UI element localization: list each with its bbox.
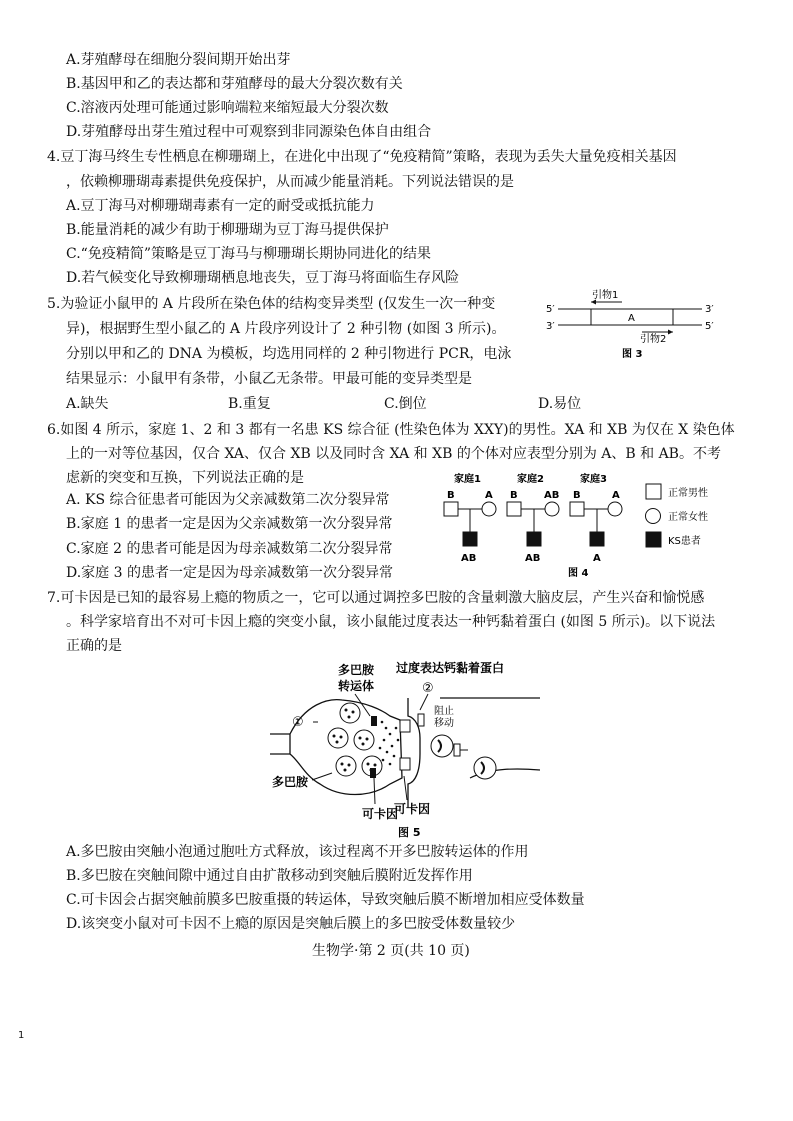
q5-stem-line-4: 结果显示：小鼠甲有条带，小鼠乙无条带。甲最可能的变异类型是 bbox=[66, 371, 472, 387]
q6-stem-line-3: 虑新的突变和互换，下列说法正确的是 bbox=[66, 470, 304, 486]
fig5-transporter-label-2: 转运体 bbox=[338, 679, 375, 693]
fig3-segment-label: A bbox=[628, 313, 635, 324]
fig4-family1-child: AB bbox=[461, 553, 477, 564]
q6-option-b: B.家庭 1 的患者一定是因为父亲减数第一次分裂异常 bbox=[66, 516, 393, 532]
fig5-protein-label: 过度表达钙黏着蛋白 bbox=[396, 661, 505, 675]
q7-stem-line-2: 。科学家培育出不对可卡因上瘾的突变小鼠，该小鼠能过度表达一种钙黏着蛋白 (如图 5 所示)。以下说法 bbox=[66, 614, 716, 630]
q4-option-d: D.若气候变化导致柳珊瑚栖息地丧失，豆丁海马将面临生存风险 bbox=[66, 270, 460, 286]
q5-option-c: C.倒位 bbox=[384, 396, 427, 412]
q7-option-c: C.可卡因会占据突触前膜多巴胺重摄的转运体，导致突触后膜不断增加相应受体数量 bbox=[66, 892, 585, 908]
q5-stem-line-3: 分别以甲和乙的 DNA 为模板，均选用同样的 2 种引物进行 PCR，电泳 bbox=[66, 346, 512, 362]
q4-stem-line-2: ，依赖柳珊瑚毒素提供免疫保护，从而减少能量消耗。下列说法错误的是 bbox=[66, 174, 514, 190]
fig5-caption: 图 5 bbox=[398, 826, 421, 839]
fig5-mark-1: ① bbox=[292, 715, 304, 730]
q6-stem-line-1: 6.如图 4 所示，家庭 1、2 和 3 都有一名患 KS 综合征 (性染色体为 XXY)的男性。XA 和 XB 为仅在 X 染色体 bbox=[47, 422, 735, 438]
q3-option-d: D.芽殖酵母出芽生殖过程中可观察到非同源染色体自由组合 bbox=[66, 124, 432, 140]
fig5-block-label-1: 阻止 bbox=[434, 706, 454, 717]
q3-option-b: B.基因甲和乙的表达都和芽殖酵母的最大分裂次数有关 bbox=[66, 76, 403, 92]
fig5-cocaine-label-2: 可卡因 bbox=[394, 802, 431, 816]
fig5-mark-2: ② bbox=[422, 681, 434, 696]
q5-stem-line-1: 5.为验证小鼠甲的 A 片段所在染色体的结构变异类型 (仅发生一次一种变 bbox=[47, 296, 496, 312]
fig5-transporter-label-1: 多巴胺 bbox=[338, 663, 375, 677]
fig4-family3-name: 家庭3 bbox=[580, 474, 607, 485]
q4-option-a: A.豆丁海马对柳珊瑚毒素有一定的耐受或抵抗能力 bbox=[66, 198, 375, 214]
fig5-block-label-2: 移动 bbox=[434, 718, 454, 729]
fig4-family3-father: B bbox=[573, 490, 581, 501]
page-number: 1 bbox=[18, 1030, 25, 1041]
fig3-top-right: 3′ bbox=[705, 304, 714, 315]
q5-option-a: A.缺失 bbox=[66, 396, 109, 412]
page-footer: 生物学·第 2 页(共 10 页) bbox=[312, 943, 470, 959]
q7-stem-line-3: 正确的是 bbox=[66, 638, 122, 654]
figure-3 bbox=[540, 284, 725, 364]
fig4-legend-female: 正常女性 bbox=[668, 512, 708, 523]
fig4-legend-male: 正常男性 bbox=[668, 488, 708, 499]
fig3-caption: 图 3 bbox=[622, 349, 643, 360]
fig4-legend-ks: KS患者 bbox=[668, 536, 701, 547]
fig4-family1-name: 家庭1 bbox=[454, 474, 481, 485]
fig3-primer1-label: 引物1 bbox=[592, 290, 619, 301]
fig4-family3-mother: A bbox=[612, 490, 620, 501]
q5-option-b: B.重复 bbox=[228, 396, 271, 412]
fig4-family2-father: B bbox=[510, 490, 518, 501]
fig4-family2-name: 家庭2 bbox=[517, 474, 544, 485]
figure-4 bbox=[440, 470, 740, 582]
q3-option-c: C.溶液丙处理可能通过影响端粒来缩短最大分裂次数 bbox=[66, 100, 389, 116]
fig5-dopamine-label: 多巴胺 bbox=[272, 775, 309, 789]
fig3-top-left: 5′ bbox=[546, 304, 555, 315]
q4-option-b: B.能量消耗的减少有助于柳珊瑚为豆丁海马提供保护 bbox=[66, 222, 389, 238]
fig4-family1-father: B bbox=[447, 490, 455, 501]
q5-stem-line-2: 异)，根据野生型小鼠乙的 A 片段序列设计了 2 种引物 (如图 3 所示)。 bbox=[66, 321, 506, 337]
fig4-family2-child: AB bbox=[525, 553, 541, 564]
fig3-primer2-label: 引物2 bbox=[640, 334, 667, 345]
q7-option-b: B.多巴胺在突触间隙中通过自由扩散移动到突触后膜附近发挥作用 bbox=[66, 868, 473, 884]
fig4-family1-mother: A bbox=[485, 490, 493, 501]
fig5-cocaine-label-1: 可卡因 bbox=[362, 807, 399, 821]
q4-stem-line-1: 4.豆丁海马终生专性栖息在柳珊瑚上，在进化中出现了“免疫精简”策略，表现为丢失大量免疫相关基因 bbox=[47, 149, 677, 165]
q4-option-c: C.“免疫精简”策略是豆丁海马与柳珊瑚长期协同进化的结果 bbox=[66, 246, 431, 262]
q3-option-a: A.芽殖酵母在细胞分裂间期开始出芽 bbox=[66, 52, 291, 68]
fig3-bottom-left: 3′ bbox=[546, 321, 555, 332]
q5-option-d: D.易位 bbox=[538, 396, 582, 412]
q7-stem-line-1: 7.可卡因是已知的最容易上瘾的物质之一，它可以通过调控多巴胺的含量刺激大脑皮层，产生兴奋和愉悦感 bbox=[47, 590, 705, 606]
q6-stem-line-2: 上的一对等位基因，仅合 XA、仅合 XB 以及同时含 XA 和 XB 的个体对应表型分别为 A、B 和 AB。不考 bbox=[66, 446, 721, 462]
q6-option-c: C.家庭 2 的患者可能是因为母亲减数第二次分裂异常 bbox=[66, 541, 393, 557]
fig4-caption: 图 4 bbox=[568, 568, 589, 579]
q7-option-d: D.该突变小鼠对可卡因不上瘾的原因是突触后膜上的多巴胺受体数量较少 bbox=[66, 916, 516, 932]
fig4-family2-mother: AB bbox=[544, 490, 560, 501]
q6-option-a: A. KS 综合征患者可能因为父亲减数第二次分裂异常 bbox=[66, 492, 390, 508]
fig3-bottom-right: 5′ bbox=[705, 321, 714, 332]
fig4-family3-child: A bbox=[593, 553, 601, 564]
figure-5 bbox=[270, 658, 560, 840]
q6-option-d: D.家庭 3 的患者一定是因为母亲减数第一次分裂异常 bbox=[66, 565, 393, 581]
q7-option-a: A.多巴胺由突触小泡通过胞吐方式释放，该过程离不开多巴胺转运体的作用 bbox=[66, 844, 529, 860]
